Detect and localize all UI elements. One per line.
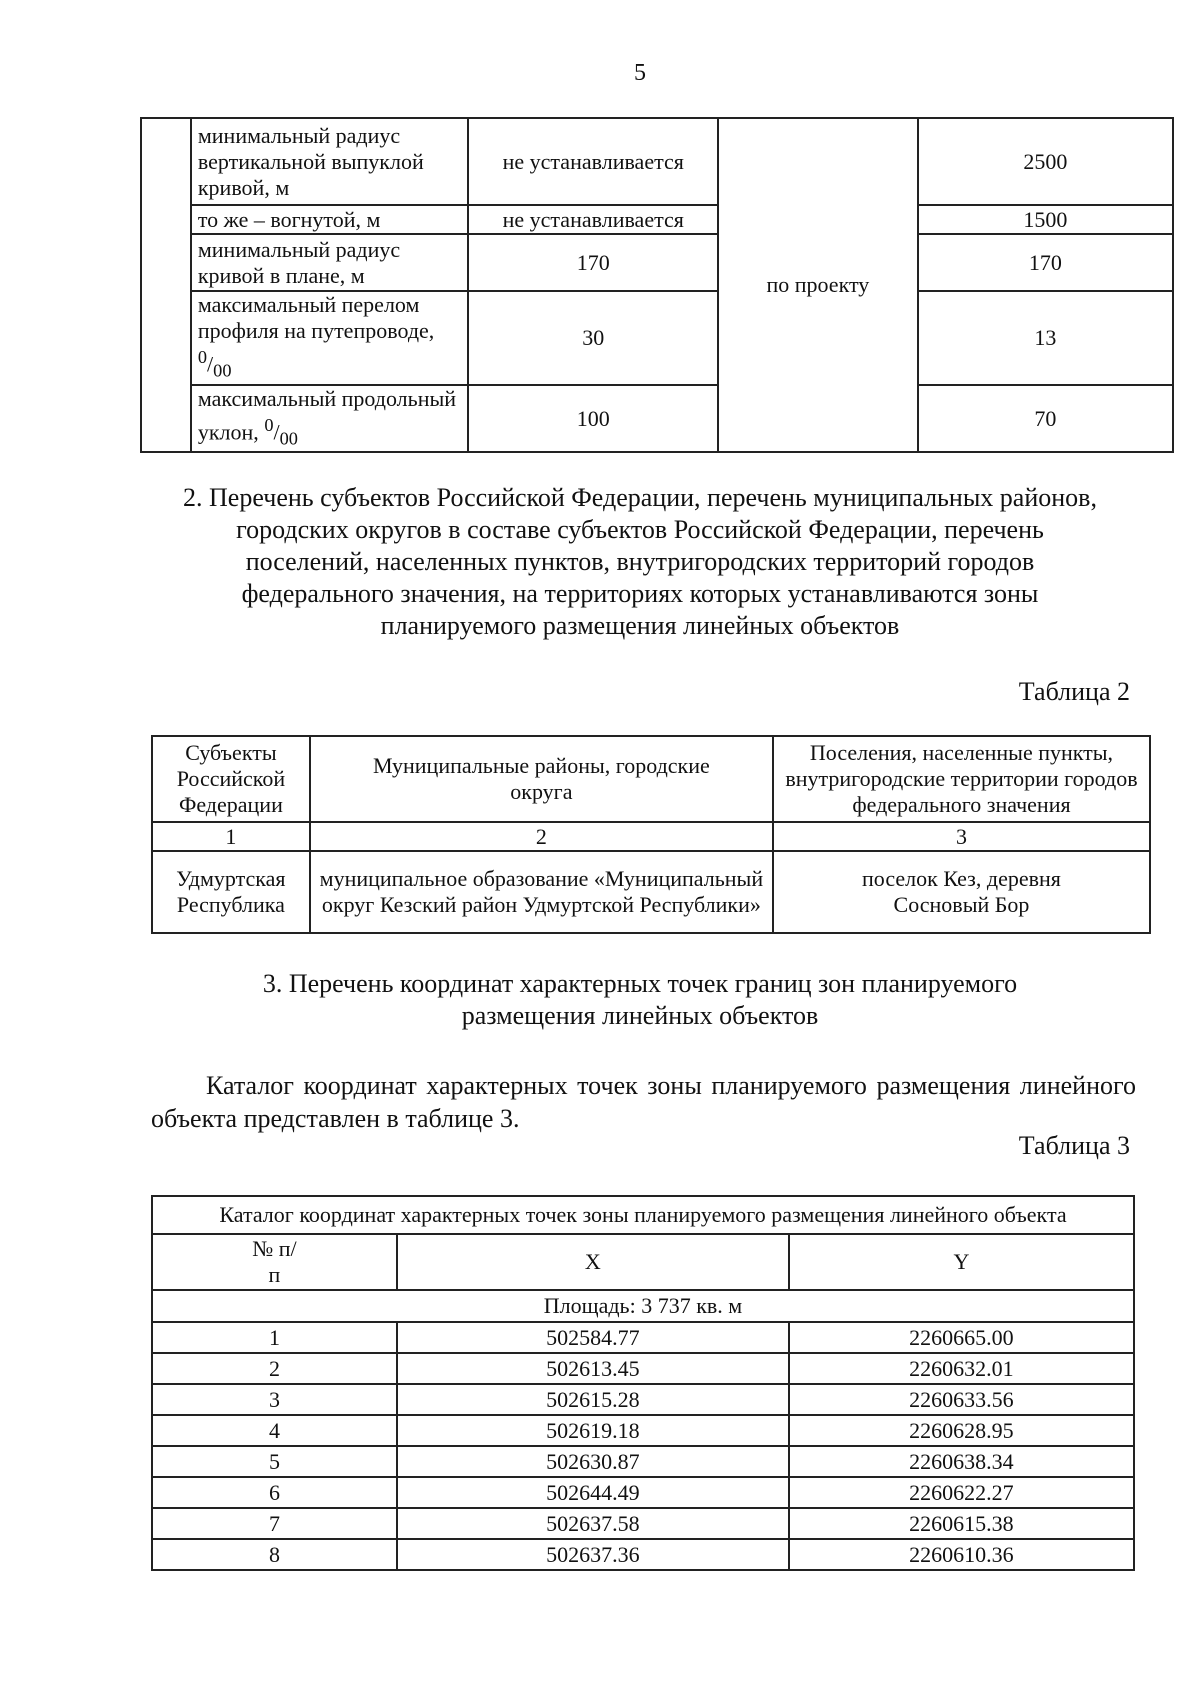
- empty-cell: [141, 118, 191, 452]
- param-text: максимальный продольный уклон,: [197, 385, 457, 445]
- table-row: [141, 291, 1173, 385]
- table-row: [141, 118, 1173, 205]
- x-cell: 502644.49: [397, 1477, 789, 1508]
- y-cell: 2260638.34: [789, 1446, 1134, 1477]
- section-2-heading: 2. Перечень субъектов Российской Федерации, перечень муниципальных районов, городских округов в составе субъектов Российской Федерации, перечень поселений, населенных пунктов, внутригородских территорий городов федерального значения, на территориях которых устанавливаются зоны планируемого размещения линейных объектов: [183, 483, 1097, 640]
- header-cell: X: [397, 1234, 789, 1290]
- table-3-label: Таблица 3: [1018, 1131, 1130, 1160]
- header-cell: Поселения, населенные пункты, внутригородские территории городов федерального значения: [773, 736, 1150, 822]
- paragraph-text: Каталог координат характерных точек зоны планируемого размещения линейного объекта представлен в таблице 3.: [151, 1071, 1136, 1133]
- number-cell: 8: [152, 1539, 397, 1570]
- param-cell: минимальный радиус вертикальной выпуклой кривой, м: [191, 118, 469, 205]
- header-cell: № п/п: [152, 1234, 397, 1290]
- number-cell: 3: [152, 1384, 397, 1415]
- value-cell: 30: [468, 291, 718, 385]
- table-row: [152, 1415, 1134, 1446]
- coordinates-table: [151, 1195, 1135, 1571]
- unit-sup: 0: [264, 414, 274, 435]
- value-cell: 100: [468, 385, 718, 453]
- page-number: 5: [634, 60, 646, 86]
- x-cell: 502613.45: [397, 1353, 789, 1384]
- subject-cell: Удмуртская Республика: [152, 851, 310, 933]
- value-cell: 170: [468, 234, 718, 291]
- table-row: [152, 1539, 1134, 1570]
- section-3-heading: 3. Перечень координат характерных точек границ зон планируемого размещения линейных объектов: [262, 969, 1018, 1030]
- header-cell: Y: [789, 1234, 1134, 1290]
- number-cell: 3: [773, 822, 1150, 851]
- value-cell: 170: [918, 234, 1173, 291]
- table-row: [152, 1446, 1134, 1477]
- value-cell: не устанавливается: [468, 118, 718, 205]
- parameters-table: [140, 117, 1174, 453]
- number-cell: 4: [152, 1415, 397, 1446]
- value-cell: 70: [918, 385, 1173, 453]
- y-cell: 2260622.27: [789, 1477, 1134, 1508]
- table-row: [152, 822, 1150, 851]
- x-cell: 502637.36: [397, 1539, 789, 1570]
- area-cell: Площадь: 3 737 кв. м: [152, 1290, 1134, 1322]
- param-cell: максимальный перелом профиля на путепроводе, $^0/_{00}$: [191, 291, 469, 385]
- param-cell: то же – вогнутой, м: [191, 205, 469, 234]
- number-cell: 5: [152, 1446, 397, 1477]
- subjects-table: [151, 735, 1151, 934]
- param-cell: максимальный продольный уклон, $^0/_{00}$: [191, 385, 469, 453]
- district-cell: муниципальное образование «Муниципальный округ Кезский район Удмуртской Республики»: [310, 851, 773, 933]
- merged-value-cell: по проекту: [718, 118, 918, 452]
- table-title: Каталог координат характерных точек зоны планируемого размещения линейного объекта: [152, 1196, 1134, 1234]
- x-cell: 502615.28: [397, 1384, 789, 1415]
- y-cell: 2260633.56: [789, 1384, 1134, 1415]
- table-row: [152, 1353, 1134, 1384]
- table-2-label: Таблица 2: [1018, 677, 1130, 706]
- table-row: [141, 234, 1173, 291]
- table-row: [152, 1508, 1134, 1539]
- header-cell: Муниципальные районы, городские округа: [310, 736, 773, 822]
- table-row: [152, 1322, 1134, 1353]
- y-cell: 2260632.01: [789, 1353, 1134, 1384]
- param-cell: минимальный радиус кривой в плане, м: [191, 234, 469, 291]
- table-row: [141, 205, 1173, 234]
- number-cell: 6: [152, 1477, 397, 1508]
- value-cell: не устанавливается: [468, 205, 718, 234]
- value-cell: 13: [918, 291, 1173, 385]
- x-cell: 502584.77: [397, 1322, 789, 1353]
- table-row: [141, 385, 1173, 453]
- y-cell: 2260665.00: [789, 1322, 1134, 1353]
- number-cell: 1: [152, 1322, 397, 1353]
- table-row: [152, 1290, 1134, 1322]
- x-cell: 502619.18: [397, 1415, 789, 1446]
- table-row: [152, 1234, 1134, 1290]
- y-cell: 2260615.38: [789, 1508, 1134, 1539]
- unit-sub: 00: [213, 360, 232, 381]
- section-3-paragraph: [151, 1069, 1136, 1135]
- y-cell: 2260628.95: [789, 1415, 1134, 1446]
- x-cell: 502630.87: [397, 1446, 789, 1477]
- value-cell: 1500: [918, 205, 1173, 234]
- settlement-cell: поселок Кез, деревня Сосновый Бор: [773, 851, 1150, 933]
- table-row: [152, 851, 1150, 933]
- y-cell: 2260610.36: [789, 1539, 1134, 1570]
- param-text: максимальный перелом профиля на путепроводе,: [197, 292, 435, 343]
- header-cell: Субъекты Российской Федерации: [152, 736, 310, 822]
- table-row: [152, 1384, 1134, 1415]
- value-cell: 2500: [918, 118, 1173, 205]
- number-cell: 2: [310, 822, 773, 851]
- table-row: [152, 1196, 1134, 1234]
- x-cell: 502637.58: [397, 1508, 789, 1539]
- number-cell: 7: [152, 1508, 397, 1539]
- number-cell: 1: [152, 822, 310, 851]
- table-row: [152, 736, 1150, 822]
- unit-sub: 00: [279, 428, 298, 449]
- unit-sup: 0: [197, 347, 208, 367]
- table-row: [152, 1477, 1134, 1508]
- number-cell: 2: [152, 1353, 397, 1384]
